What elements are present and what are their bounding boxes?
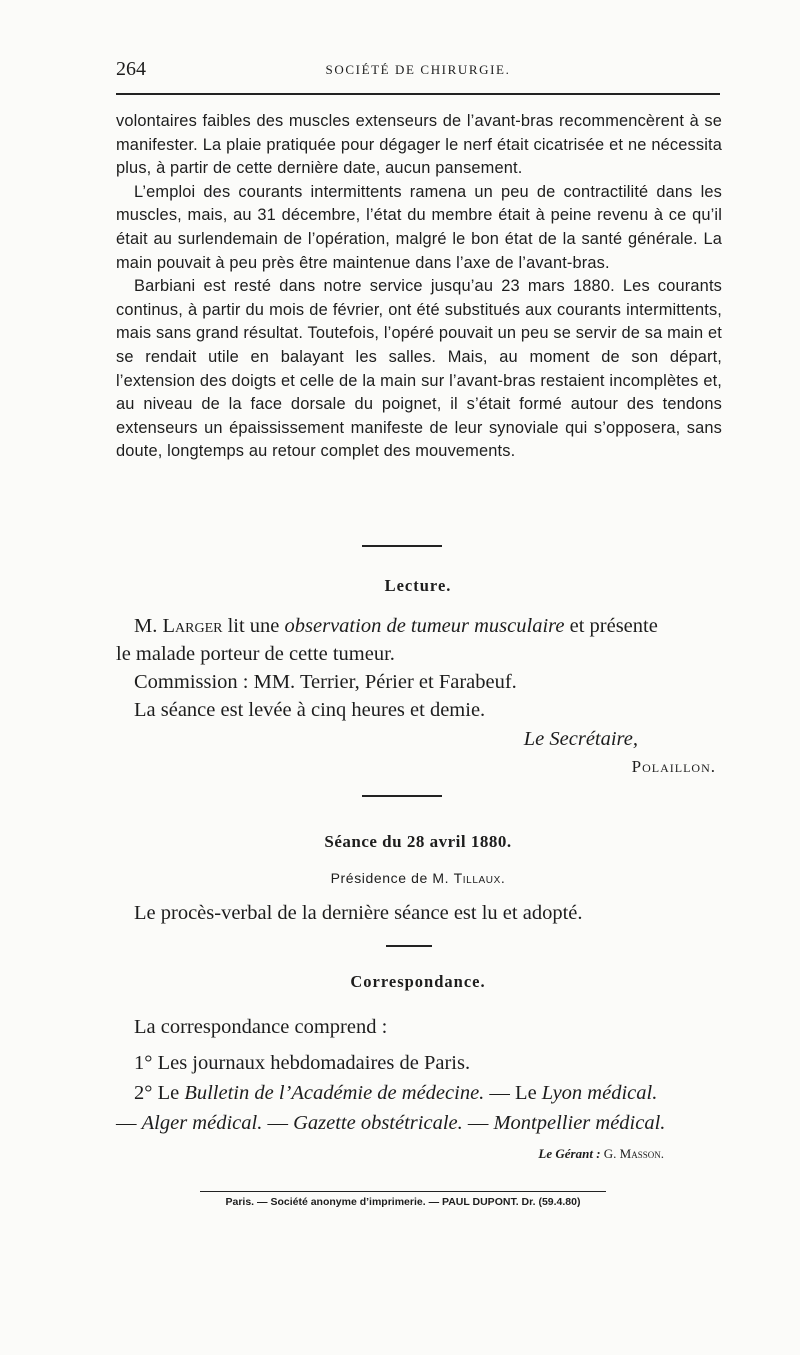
signature-title: Le Secrétaire, (523, 728, 638, 750)
lecture-paragraph: M. Larger lit une observation de tumeur musculaire et présente (134, 615, 658, 637)
presidence-line: Présidence de M. Tillaux. (330, 870, 506, 886)
page-header (116, 58, 720, 88)
correspondance-item: — Alger médical. — Gazette obstétricale. — Montpellier médical. (116, 1112, 666, 1134)
section-divider (386, 945, 432, 947)
correspondance-intro: La correspondance comprend : (134, 1016, 388, 1038)
correspondance-item: 1° Les journaux hebdomadaires de Paris. (134, 1052, 471, 1074)
author-name: Larger (162, 615, 223, 637)
proces-verbal-line: Le procès-verbal de la dernière séance est lu et adopté. (134, 902, 583, 924)
commission-line: Commission : MM. Terrier, Périer et Farabeuf. (134, 671, 517, 693)
correspondance-section (116, 1012, 722, 1138)
lecture-heading: Lecture. (384, 576, 452, 595)
correspondance-heading: Correspondance. (350, 972, 486, 991)
gerant-line: Le Gérant : G. Masson. (538, 1146, 664, 1161)
running-head: SOCIÉTÉ DE CHIRURGIE. (325, 62, 511, 77)
president-name: Tillaux. (453, 870, 506, 886)
case-report-text (116, 110, 722, 464)
page-number: 264 (116, 58, 146, 80)
section-divider (362, 545, 442, 547)
lecture-section (116, 612, 722, 724)
signature-name: Polaillon. (631, 757, 716, 776)
seance-heading: Séance du 28 avril 1880. (324, 832, 512, 851)
paragraph: volontaires faibles des muscles extenseurs de l’avant-bras recommencèrent à se manifester. La plaie pratiquée pour dégager le nerf était cicatrisée et ne nécessita plus, à partir de cette dernière date, aucun pansement. (116, 112, 722, 178)
seance-levee-line: La séance est levée à cinq heures et demie. (134, 699, 486, 721)
printer-imprint: Paris. — Société anonyme d’imprimerie. — PAUL DUPONT. Dr. (59.4.80) (225, 1196, 581, 1208)
paragraph: L’emploi des courants intermittents ramena un peu de contractilité dans les muscles, mais, au 31 décembre, l’état du membre était à peine revenu à ce qu’il était au surlendemain de l’opération, malgré le bon état de la santé générale. La main pouvait à peu près être maintenue dans l’axe de l’avant-bras. (116, 182, 722, 272)
observation-title: observation de tumeur musculaire (284, 615, 565, 637)
correspondance-item: 2° Le Bulletin de l’Académie de médecine. — Le Lyon médical. (134, 1082, 658, 1104)
section-divider (362, 795, 442, 797)
lecture-line: le malade porteur de cette tumeur. (116, 643, 395, 665)
gerant-name: Masson. (619, 1146, 664, 1161)
paragraph: Barbiani est resté dans notre service jusqu’au 23 mars 1880. Les courants continus, à partir du mois de février, ont été substitués aux courants intermittents, mais sans grand résultat. Toutefois, l’opéré pouvait un peu se servir de sa main et se rendait utile en balayant les salles. Mais, au moment de son départ, l’extension des doigts et celle de la main sur l’avant-bras restaient incomplètes et, au niveau de la face dorsale du poignet, il s’était formé autour des tendons extenseurs un épaississement manifeste de leur synoviale qui s’opposera, sans doute, longtemps au retour complet des mouvements. (116, 277, 722, 461)
footer-rule (200, 1191, 606, 1192)
header-rule (116, 93, 720, 95)
